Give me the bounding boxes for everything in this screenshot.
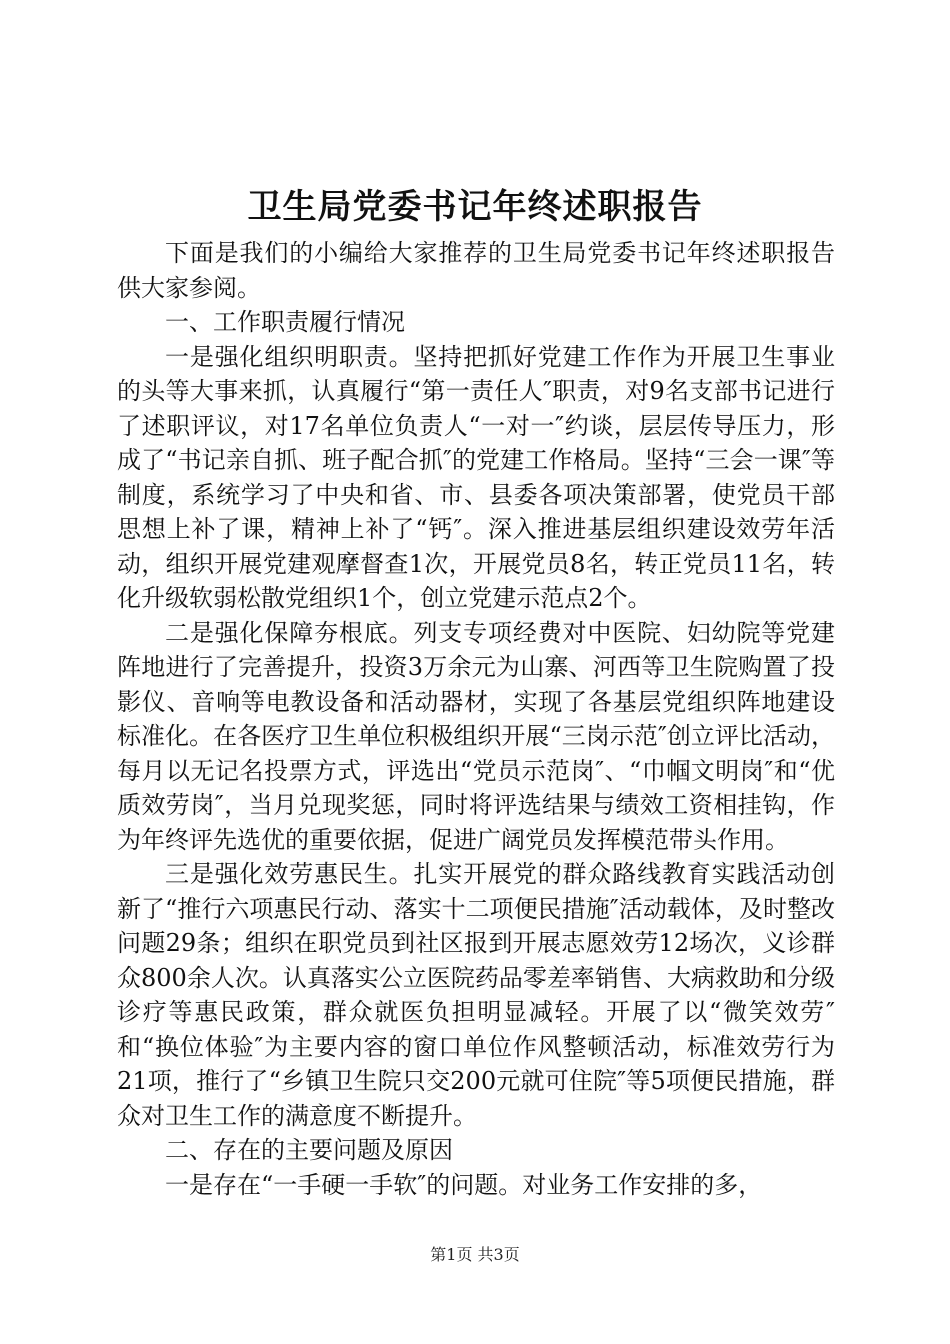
paragraph-service: 三是强化效劳惠民生。扎实开展党的群众路线教育实践活动创新了“推行六项惠民行动、落实十二项便民措施″活动载体，及时整改问题29条；组织在职党员到社区报到开展志愿效劳12场次，义诊群众800余人次。认真落实公立医院药品零差率销售、大病救助和分级诊疗等惠民政策，群众就医负担明显减轻。开展了以“微笑效劳″和“换位体验″为主要内容的窗口单位作风整顿活动，标准效劳行为21项，推行了“乡镇卫生院只交200元就可住院″等5项便民措施，群众对卫生工作的满意度不断提升。 bbox=[117, 860, 835, 1130]
page-footer: 第1页 共3页 bbox=[430, 1245, 520, 1264]
document-title: 卫生局党委书记年终述职报告 bbox=[247, 187, 703, 227]
paragraph-safeguard: 二是强化保障夯根底。列支专项经费对中医院、妇幼院等党建阵地进行了完善提升，投资3万余元为山寨、河西等卫生院购置了投影仪、音响等电教设备和活动器材，实现了各基层党组织阵地建设标准化。在各医疗卫生单位积极组织开展“三岗示范″创立评比活动，每月以无记名投票方式，评选出“党员示范岗″、“巾帼文明岗″和“优质效劳岗″，当月兑现奖惩，同时将评选结果与绩效工资相挂钩，作为年终评先选优的重要依据，促进广阔党员发挥模范带头作用。 bbox=[117, 618, 835, 854]
paragraph-problem-one: 一是存在“一手硬一手软″的问题。对业务工作安排的多， bbox=[165, 1170, 763, 1199]
intro-paragraph: 下面是我们的小编给大家推荐的卫生局党委书记年终述职报告供大家参阅。 bbox=[117, 239, 835, 302]
section-heading-duties: 一、工作职责履行情况 bbox=[165, 308, 405, 336]
section-heading-problems: 二、存在的主要问题及原因 bbox=[165, 1136, 453, 1164]
document-body bbox=[117, 236, 835, 1202]
paragraph-organization: 一是强化组织明职责。坚持把抓好党建工作作为开展卫生事业的头等大事来抓，认真履行“第一责任人″职责，对9名支部书记进行了述职评议，对17名单位负责人“一对一″约谈，层层传导压力，形成了“书记亲自抓、班子配合抓″的党建工作格局。坚持“三会一课″等制度，系统学习了中央和省、市、县委各项决策部署，使党员干部思想上补了课，精神上补了“钙″。深入推进基层组织建设效劳年活动，组织开展党建观摩督查1次，开展党员8名，转正党员11名，转化升级软弱松散党组织1个，创立党建示范点2个。 bbox=[117, 342, 835, 612]
